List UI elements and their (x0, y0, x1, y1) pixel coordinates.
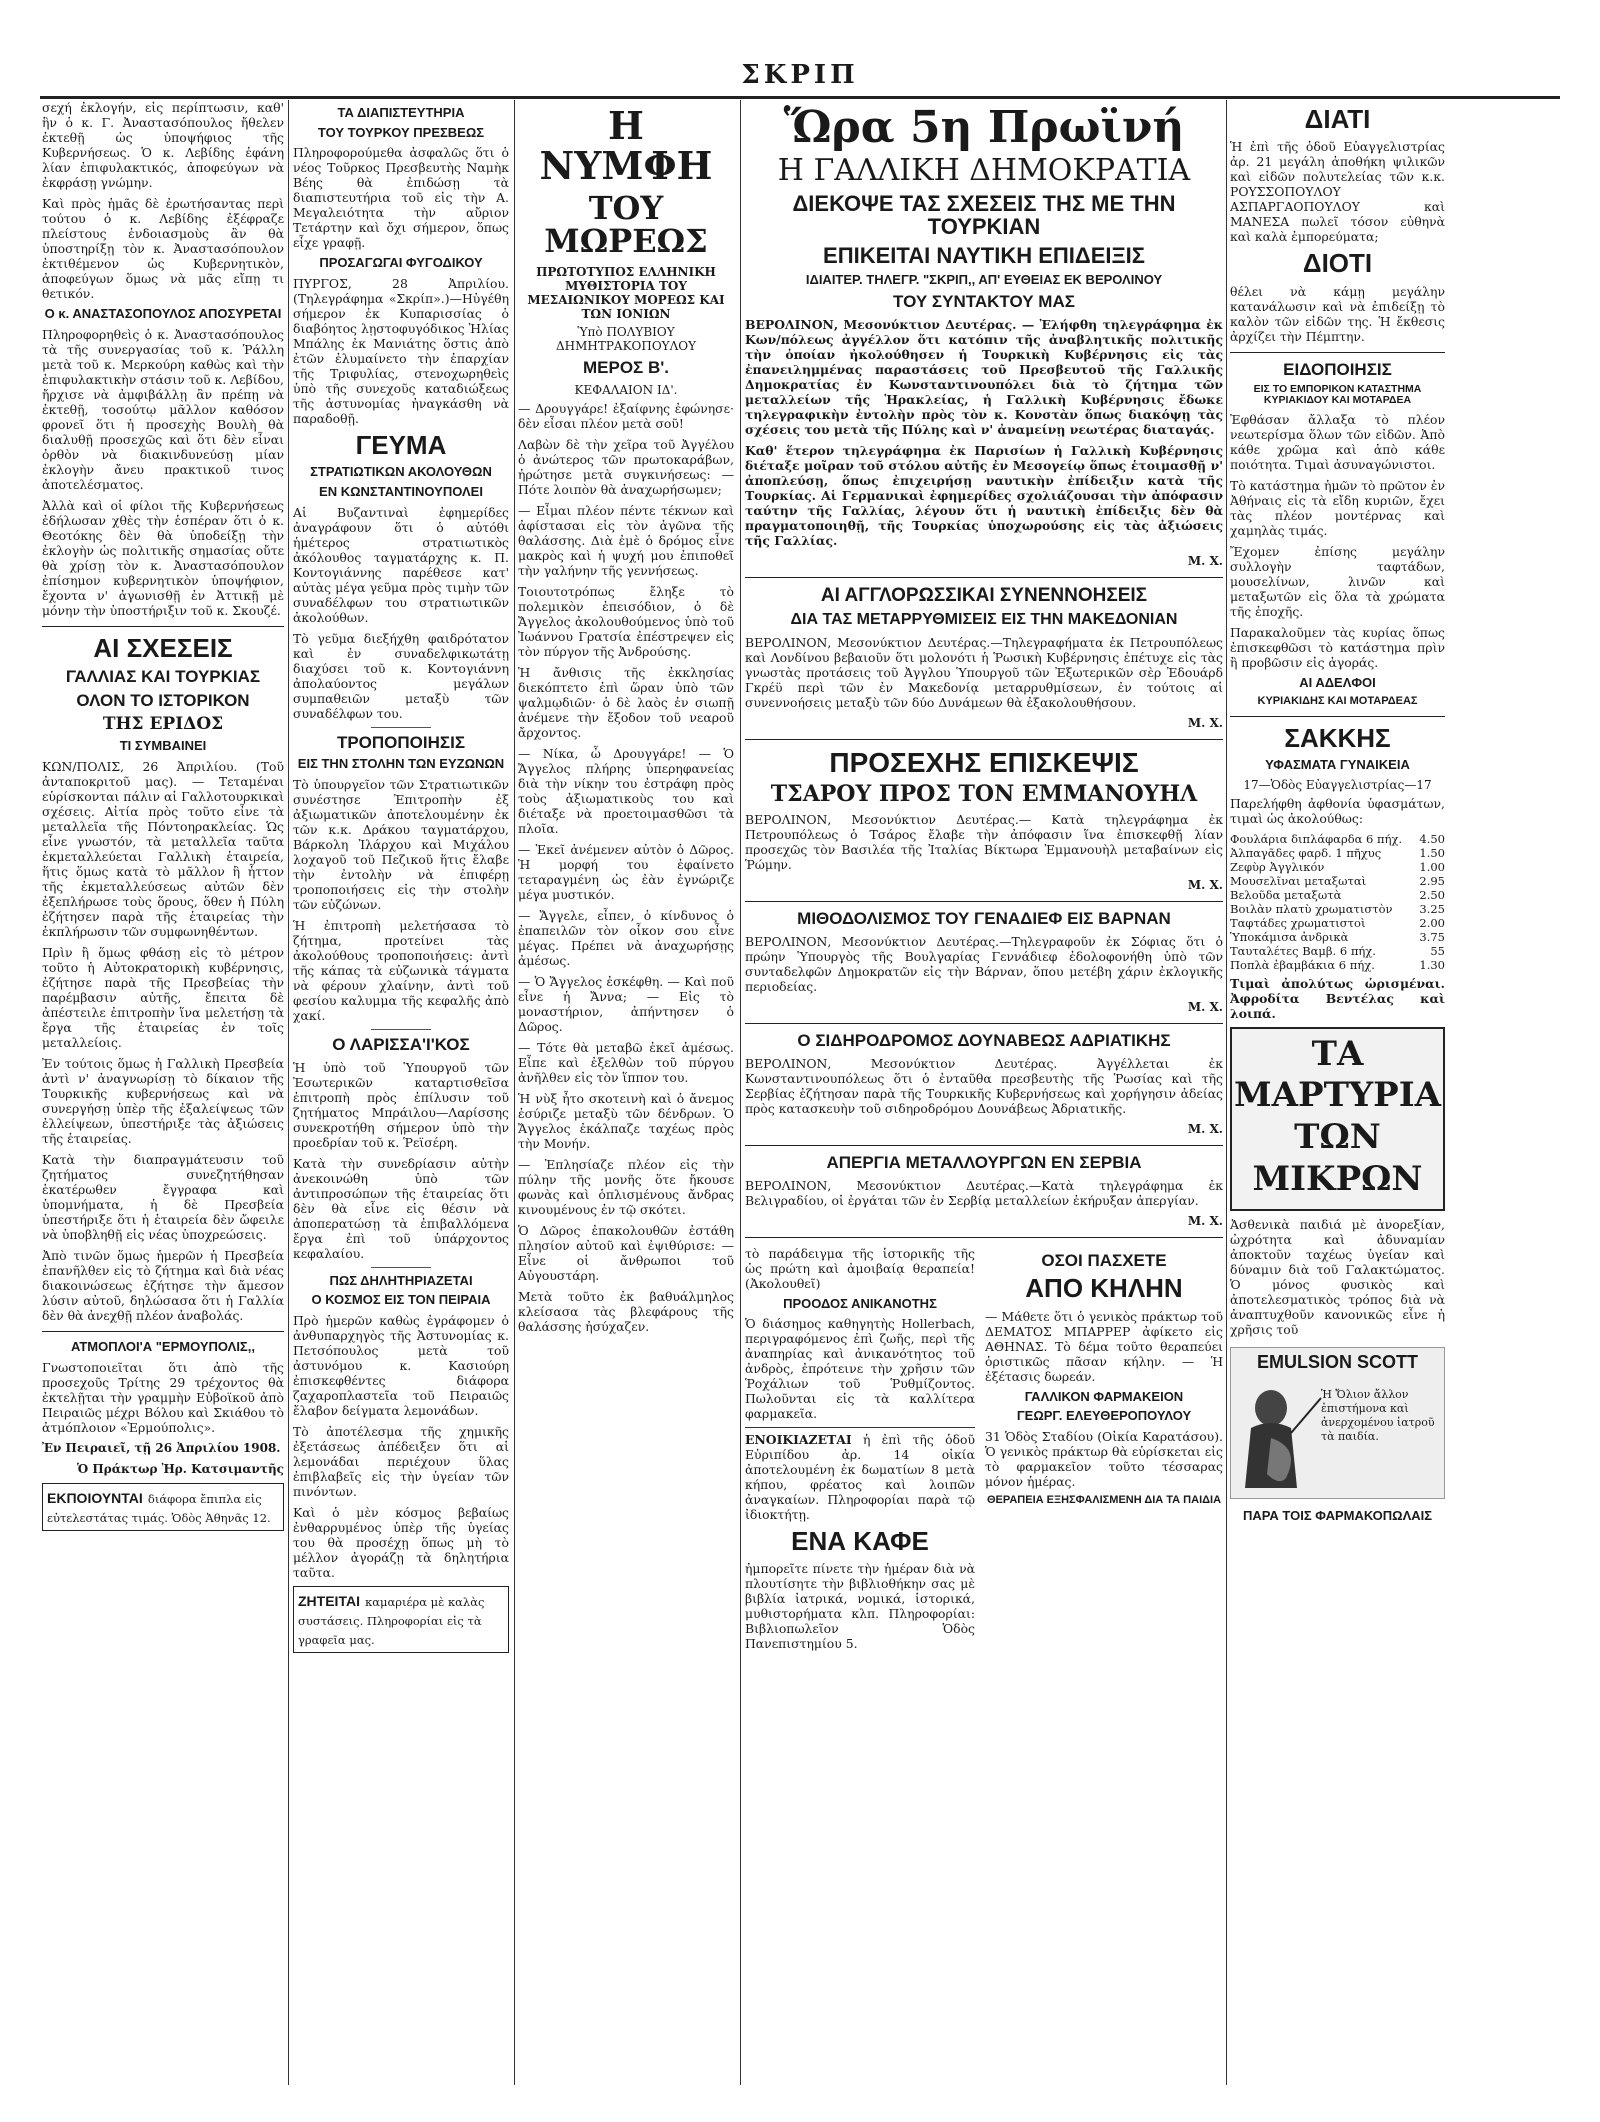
price-item: Ποπλὰ ἐβαμβάκια 6 πήχ. (1230, 957, 1375, 972)
headline-tsar-visit: ΠΡΟΣΕΧΗΣ ΕΠΙΣΚΕΨΙΣ (829, 746, 1139, 778)
price-item: Φουλάρια διπλάφαρδα 6 πήχ. (1230, 831, 1403, 846)
sakkis-headline: ΣΑΚΚΗΣ (1284, 722, 1391, 753)
article-paragraph: ΒΕΡΟΛΙΝΟΝ, Μεσονύκτιον Δευτέρας.—Κατὰ τηλεγράφημα ἐκ Βελιγραδίου, οἱ ἐργάται τῶν ἐν Σερβίᾳ μεταλλείων ἐκήρυξαν ἀπεργίαν. (745, 1177, 1223, 1208)
article-paragraph: Ἐν τούτοις ὅμως ἡ Γαλλικὴ Πρεσβεία ἀντὶ ν' ἀναγνωρίσῃ τὸ δίκαιον τῆς Τουρκικῆς κυβερνήσεως καὶ νὰ συνεργήσῃ ὑπὲρ τῆς ἐξαλείψεως τῶν ἐλλείψεων, ὑπεστήριξε τὰς ἀξιώσεις τῆς ἑταιρείας. (42, 1056, 284, 1147)
separator (371, 1267, 431, 1268)
signature: Μ. Χ. (1187, 1213, 1223, 1228)
section-rule (42, 1331, 284, 1332)
headline-anastasopoulos: Ο κ. ΑΝΑΣΤΑΣΟΠΟΥΛΟΣ ΑΠΟΣΥΡΕΤΑΙ (44, 306, 282, 321)
column-divider (740, 100, 741, 2085)
price-row (1230, 874, 1445, 888)
article-paragraph: σεχή ἐκλογήν, εἰς περίπτωσιν, καθ' ἣν ὁ κ. Γ. Ἀναστασόπουλος ἤθελεν ἐκτεθῇ ὡς ὑποψήφιος τῆς Κυβερνήσεως. Ὁ κ. Λεβίδης ἐφάνη λίαν ἐπιφυλακτικός, ἀποφεύγων νὰ ἐκφράσῃ γνώμην. (42, 100, 284, 190)
article-paragraph: ΒΕΡΟΛΙΝΟΝ, Μεσονύκτιον Δευτέρας. Ἀγγέλλεται ἐκ Κωνσταντινουπόλεως ὅτι ὁ ἐνταῦθα πρεσβευτὴς τῆς Ῥωσίας καὶ τῆς Σερβίας ἐζήτησαν παρὰ τῆς Τουρκικῆς Κυβερνήσεως καὶ χορήγησιν ἀδείας πρὸς κατασκευὴν τοῦ σιδηροδρόμου Δουνάβεως Ἀδριατικῆς. (745, 1055, 1223, 1116)
headline-macedonia: ΔΙΑ ΤΑΣ ΜΕΤΑΡΡΥΘΜΙΣΕΙΣ ΕΙΣ ΤΗΝ ΜΑΚΕΔΟΝΙΑΝ (790, 610, 1178, 628)
headline-credentials: ΤΑ ΔΙΑΠΙΣΤΕΥΤΗΡΙΑ (337, 105, 465, 120)
price-row (1230, 860, 1445, 874)
banner-relations: ΔΙΕΚΟΨΕ ΤΑΣ ΣΧΕΣΕΙΣ ΤΗΣ ΜΕ ΤΗΝ ΤΟΥΡΚΙΑΝ (792, 191, 1176, 240)
headline-larissa: Ο ΛΑΡΙΣΣΑ'Ι'ΚΟΣ (332, 1034, 470, 1054)
section-rule (1230, 352, 1445, 353)
notice-date: Ἐν Πειραιεῖ, τῇ 26 Ἀπριλίου 1908. (42, 1440, 281, 1455)
ad-why: ΔΙΑΤΙ (1304, 104, 1371, 134)
wanted-ad (293, 1586, 509, 1653)
price-item: Μουσελῖναι μεταξωταὶ (1230, 873, 1367, 888)
serial-paragraph: Ἡ ἄνθισις τῆς ἐκκλησίας διεκόπτετο ἐπὶ ὥραν ὑπὸ τῶν ψαλμῳδιῶν· ὁ δὲ λαὸς ἐν σιωπῇ ἀνέμενε τὴν ἔξοδον τοῦ νεαροῦ ἄρχοντος. (518, 664, 734, 740)
article-paragraph: Κατὰ τὴν συνεδρίασιν αὐτὴν ἀνεκοινώθη ὑπὸ τῶν ἀντιπροσώπων τῆς ἑταιρείας ὅτι δὲν θὰ εἶνε εἰς θέσιν νὰ ἀποπερατώσῃ τὰ ἐπιβαλλόμενα ἔργα ἐπὶ τοῦ ὑπάρχοντος κεφαλαίου. (293, 1155, 509, 1261)
notice-store: ΕΙΣ ΤΟ ΕΜΠΟΡΙΚΟΝ ΚΑΤΑΣΤΗΜΑ ΚΥΡΙΑΚΙΔΟΥ ΚΑΙ ΜΟΤΑΡΔΕΑ (1253, 383, 1422, 407)
price-value: 3.25 (1419, 901, 1445, 916)
price-value: 1.30 (1419, 957, 1445, 972)
scott-small-text: Ἡ Ὄλιον ἄλλον ἐπιστήμονα καὶ ἀνερχομένου ἰατροῦ τὰ παιδία. (1321, 1387, 1435, 1443)
article-paragraph: ΒΕΡΟΛΙΝΟΝ, Μεσονύκτιον Δευτέρας.—Τηλεγραφήματα ἐκ Πετρουπόλεως καὶ Λονδίνου βεβαιοῦν ὅτι μολονότι ἡ Ῥωσικὴ Κυβέρνησις ἐπέτυχε εἰς τὰς γνωστὰς προτάσεις τοῦ Ἀγγλου Ὑπουργοῦ τῶν Ἐξωτερικῶν σὲρ Ἐδουάρδ Γκρέϋ περὶ τῶν ἐν Μακεδονίᾳ μεταρρυθμίσεων, ἐν τούτοις αἱ συνεννοήσεις μεταξὺ τῶν δύο Δυνάμεων θὰ ἐξακολουθήσουν. (745, 634, 1223, 710)
article-paragraph: Πληροφορούμεθα ἀσφαλῶς ὅτι ὁ νέος Τοῦρκος Πρεσβευτὴς Ναμὴκ Βέης θὰ ἐπιδώσῃ τὰ διαπιστευτήρια τοῦ εἰς τὴν Α. Μεγαλειότητα τὴν αὔριον Τετάρτην καὶ ὄχι σήμερον, ὅπως εἶχε γραφῇ. (293, 145, 509, 251)
article-paragraph: Αἱ Βυζαντιναὶ ἐφημερίδες ἀναγράφουν ὅτι ὁ αὐτόθι ἡμέτερος στρατιωτικὸς ἀκόλουθος ταγματάρχης κ. Π. Κοντογιάννης παρέθεσε κατ' αὐτὰς μέγα γεῦμα πρὸς τιμὴν τῶν συναδέλφων του στρατιωτικῶν ἀκολούθων. (293, 504, 509, 625)
ads-left (745, 1246, 975, 1658)
pharmacy-headline: ΓΑΛΛΙΚΟΝ ΦΑΡΜΑΚΕΙΟΝ (1024, 1388, 1184, 1404)
classified-text: διάφορα ἔπιπλα εἰς εὐτελεστάτας τιμάς. Ὁδὸς Ἀθηνᾶς 12. (47, 1491, 271, 1525)
scott-paragraph: Ἀσθενικὰ παιδιά μὲ ἀνορεξίαν, ὠχρότητα καὶ ἀδυναμίαν ἀποκτοῦν ταχέως ὑγείαν καὶ δύναμιν διὰ τοῦ Γαλακτώματος. Ὁ μόνος φυσικὸς καὶ ἀποτελεσματικὸς τρόπος διὰ νὰ ἀναπτυχθοῦν κανονικῶς εἶνε ἡ χρῆσις τοῦ (1230, 1216, 1445, 1337)
price-value: 2.00 (1419, 915, 1445, 930)
serial-paragraph: Ὁ Δῶρος ἐπακολουθῶν ἐστάθη πλησίον αὐτοῦ καὶ ἐψιθύρισε: — Εἶνε οἱ ἄνθρωποι τοῦ Αὐγουστάρη. (518, 1222, 734, 1283)
lead-paragraph: Καθ' ἕτερον τηλεγράφημα ἐκ Παρισίων ἡ Γαλλικὴ Κυβέρνησις διέταξε μοῖραν τοῦ στόλου αὐτῆς ἐν Μεσογείῳ ὅπως ἑτοιμασθῇ ν' ἀποπλεύσῃ, ὅπως ἐπιχειρήσῃ ναυτικὴν ἐπίδειξιν κατὰ τῆς Τουρκίας. Αἱ Γερμανικαὶ ἐφημερίδες σχολιάζουσαι τὴν ἀπόφασιν ταύτην τῆς Γαλλίας, λέγουν ὅτι ἡ ναυτικὴ ἐπίδειξις δὲν θὰ πραγματοποιηθῇ, τῆς Τουρκίας ὑποχωρούσης εἰς τὰς ἀξιώσεις τῆς Γαλλίας. (745, 442, 1223, 548)
serial-paragraph: Ἡ νὺξ ἦτο σκοτεινὴ καὶ ὁ ἄνεμος ἐσύριζε μεταξὺ τῶν δένδρων. Ὁ Ἄγγελος ἐκάλπαζε ταχέως πρὸς τὴν Μονήν. (518, 1090, 734, 1151)
signature: Μ. Χ. (1187, 1121, 1223, 1136)
serial-author: Ὑπὸ ΠΟΛΥΒΙΟΥ ΔΗΜΗΤΡΑΚΟΠΟΥΛΟΥ (555, 324, 697, 353)
headline-strike: ΑΠΕΡΓΙΑ ΜΕΤΑΛΛΟΥΡΓΩΝ ΕΝ ΣΕΡΒΙΑ (826, 1152, 1142, 1172)
column-divider (514, 100, 515, 2085)
price-item: Ἀλπαγᾶδες φαρδ. 1 πῆχυς (1230, 845, 1382, 860)
serial-paragraph: — Ἐκεῖ ἀνέμενεν αὐτὸν ὁ Δῶρος. Ἡ μορφή του ἐφαίνετο τεταραγμένη ὡς ἐὰν ἐγνώριζε μέγα μυστικόν. (518, 841, 734, 902)
headline-amendment: ΤΡΟΠΟΠΟΙΗΣΙΣ (336, 732, 466, 752)
section-rule (745, 577, 1223, 578)
classified-ad (42, 1483, 284, 1531)
serial-title-sub: ΤΟΥ ΜΩΡΕΩΣ (544, 188, 708, 261)
section-rule (745, 901, 1223, 902)
scott-brand: EMULSION SCOTT (1257, 1351, 1418, 1372)
ad-text: Ὁ διάσημος καθηγητὴς Hollerbach, περιγραφόμενος ἐπὶ ζωῆς, περὶ τῆς ἀναπηρίας καὶ ἀνικανότητος τοῦ ἀνδρὸς, ἐπρότεινε τὴν χρῆσιν τῶν Ῥοχάλιων τοῦ Ῥυθμίζοντος. Πωλοῦνται εἰς τὰ καλλίτερα φαρμακεῖα. (745, 1316, 975, 1422)
serial-paragraph: — Ὁ Ἄγγελος ἐσκέφθη. — Καὶ ποῦ εἶνε ἡ Ἄννα; — Εἰς τὸ μοναστήριον, ἀπήντησεν ὁ Δῶρος. (518, 973, 734, 1034)
notice-paragraph: Τὸ κατάστημα ἡμῶν τὸ πρῶτον ἐν Ἀθήναις εἰς τὰ εἴδη κυριῶν, ἔχει τὰς πλέον μοντέρνας καὶ χαμηλὰς τιμάς. (1230, 478, 1445, 539)
price-row (1230, 846, 1445, 860)
banner-correspondent: ΤΟΥ ΣΥΝΤΑΚΤΟΥ ΜΑΣ (893, 291, 1075, 311)
section-rule (1230, 716, 1445, 717)
serial-part: ΜΕΡΟΣ Β'. (582, 357, 670, 377)
section-rule (745, 1023, 1223, 1024)
headline-what-happens: ΤΙ ΣΥΜΒΑΙΝΕΙ (119, 738, 207, 754)
banner-telegraph: ΙΔΙΑΙΤΕΡ. ΤΗΛΕΓΡ. "ΣΚΡΙΠ,, ΑΠ' ΕΥΘΕΙΑΣ ΕΚ ΒΕΡΟΛΙΝΟΥ (805, 272, 1163, 288)
headline-relations-sub: ΓΑΛΛΙΑΣ ΚΑΙ ΤΟΥΡΚΙΑΣ (65, 666, 261, 686)
serial-subtitle: ΠΡΩΤΟΤΥΠΟΣ ΕΛΛΗΝΙΚΗ ΜΥΘΙΣΤΟΡΙΑ ΤΟΥ ΜΕΣΑΙΩΝΙΚΟΥ ΜΟΡΕΩΣ ΚΑΙ ΤΩΝ ΙΟΝΙΩΝ (527, 264, 725, 321)
headline-railway: Ο ΣΙΔΗΡΟΔΡΟΜΟΣ ΔΟΥΝΑΒΕΩΣ ΑΔΡΙΑΤΙΚΗΣ (797, 1030, 1171, 1050)
price-value: 1.00 (1419, 859, 1445, 874)
ads-area (745, 1246, 1223, 1658)
price-row (1230, 888, 1445, 902)
column-3 (518, 100, 734, 2085)
poster-line: ΤΩΝ (1294, 1116, 1381, 1157)
banner-time: Ὥρα 5η Πρωϊνή (783, 102, 1185, 153)
rent-ad (745, 1432, 975, 1522)
price-value: 2.95 (1419, 873, 1445, 888)
headline-gennadiev: ΜΙΘΟΔΟΛΙΣΜΟΣ ΤΟΥ ΓΕΝΑΔΙΕΦ ΕΙΣ ΒΑΡΝΑΝ (797, 908, 1171, 928)
hernia-headline-sub: ΑΠΟ ΚΗΛΗΝ (1025, 1273, 1183, 1304)
headline-anglo-russian: ΑΙ ΑΓΓΛΟΡΩΣΣΙΚΑΙ ΣΥΝΕΝΝΟΗΣΕΙΣ (820, 584, 1148, 606)
price-row (1230, 916, 1445, 930)
serial-paragraph: — Εἶμαι πλέον πέντε τέκνων καὶ ἀφίστασαι εἰς τὸν ἀγῶνα τῆς θαλάσσης. Διὰ ἐμὲ ὁ δρόμος εἶνε μακρὸς καὶ ἡ ψυχή μου ἐπιποθεῖ τὴν γαλήνην τῆς γεννήσεως. (518, 502, 734, 578)
headline-dispute: ΤΗΣ ΕΡΙΔΟΣ (102, 713, 224, 734)
article-paragraph: ΠΥΡΓΟΣ, 28 Ἀπριλίου. (Τηλεγράφημα «Σκρίπ».)—Ηὑγέθη σήμερον ἐκ Κυπαρισσίας ὁ διαβόητος λῃστοφυγόδικος Ἠλίας Μπάλης ἐκ Μανιάτης ὅστις ἀπὸ ἐτῶν ἐλυμαίνετο τὴν ἐπαρχίαν τῆς Τριφυλίας, στενοχωρηθεὶς ὑπὸ τῆς συνεχοῦς καταδιώξεως τῆς ἀστυνομίας ἠναγκάσθη νὰ παραδοθῇ. (293, 275, 509, 426)
serial-paragraph: Τοιουτοτρόπως ἔληξε τὸ πολεμικὸν ἐπεισόδιον, ὁ δὲ Ἄγγελος ἀκολουθούμενος ὑπὸ τοῦ Ἰωάννου Γρατσία ἐπέστρεψεν εἰς τὸν πύργον τῆς Ἀνδρούσης. (518, 583, 734, 659)
headline-history: ΟΛΟΝ ΤΟ ΙΣΤΟΡΙΚΟΝ (76, 690, 250, 710)
article-paragraph: Κατὰ τὴν διαπραγμάτευσιν τοῦ ζητήματος συνεζητήθησαν ἑκατέρωθεν ἔγγραφα καὶ ὑπομνήματα, ἡ δὲ Πρεσβεία ὑπεστήριξε ὅτι ἡ ἑταιρεία δὲν ὤφειλε νὰ ὑποβληθῇ εἰς νέας ὑποχρεώσεις. (42, 1152, 284, 1243)
article-paragraph: Τὸ ὑπουργεῖον τῶν Στρατιωτικῶν συνέστησε Ἐπιτροπὴν ἐξ ἀξιωματικῶν ἀποτελουμένην ἐκ τῶν κ.κ. Δράκου ταγματάρχου, Βάρκολη Ἰλάρχου καὶ Μιχάλου λοχαγοῦ τοῦ Πεζικοῦ ἥτις ἔλαβε τὴν ἐντολὴν νὰ ἐπιφέρῃ τροποποιήσεις εἰς τὴν στολὴν τῶν εὐζώνων. (293, 776, 509, 912)
price-row (1230, 902, 1445, 916)
serial-paragraph: — Δρουγγάρε! ἐξαίφνης ἐφώνησε· δὲν εἶσαι πλέον μετὰ σοῦ! (518, 400, 734, 431)
poster-title: ΜΑΡΤΥΡΙΑ (1233, 1075, 1441, 1116)
serial-title: Η ΝΥΜΦΗ (539, 103, 713, 188)
article-paragraph: Ἀλλὰ καὶ οἱ φίλοι τῆς Κυβερνήσεως ἐδήλωσαν χθὲς τὴν ἑσπέραν ὅτι ὁ κ. Θεοτόκης δὲν θὰ ὑποδείξῃ τὴν ἐκλογὴν ὡς πολιτικῆς σημασίας οὔτε θὰ χρίσῃ τὸν κ. Ἀναστασόπουλον ἐπίσημον κυβερνητικὸν ὑποψήφιον, ἔχοντα ν' ἀγωνισθῇ ἐν Ἀττικῇ μὲ μόνην τὴν ὑποστήριξιν τοῦ κ. Σκουζέ. (42, 497, 284, 618)
column-2 (293, 100, 509, 2085)
notice-paragraph: Ἐφθάσαν ἄλλαξα τὸ πλέον νεωτερίσμα ὅλων τῶν εἰδῶν. Ἀπὸ κάθε χρῶμα καὶ ἀπὸ κάθε ποιότητα. Τιμαὶ ἀσυναγώνιστοι. (1230, 412, 1445, 473)
section-rule (745, 1237, 1223, 1238)
notice-signature: ΑΙ ΑΔΕΛΦΟΙ (1299, 675, 1376, 691)
article-paragraph: Τὸ γεῦμα διεξήχθη φαιδρότατον καὶ ἐν συναδελφικωτάτῃ διαχύσει τοῦ κ. Κοντογιάννη ἀπολαύοντος μεγάλων συμπαθειῶν μεταξὺ τῶν συναδέλφων του. (293, 630, 509, 721)
serial-paragraph: — Νίκα, ὦ Δρουγγάρε! — Ὁ Ἄγγελος πλήρης ὑπερηφανείας διὰ τὴν νίκην του ἐστράφη πρὸς τοὺς ἀξιωματικοὺς του καὶ διέταξε νὰ προετοιμασθῶσι τὰ πλοῖα. (518, 745, 734, 836)
signature: Μ. Χ. (1187, 553, 1223, 568)
article-paragraph: Πληροφορηθεὶς ὁ κ. Ἀναστασόπουλος τὰ τῆς συνεργασίας τοῦ κ. Ῥάλλη μετὰ τοῦ κ. Μερκούρη καθὼς καὶ τὴν ἐπιφυλακτικὴν στάσιν τοῦ κ. Λεβίδου, ἤρχισε νὰ ἀμφιβάλλῃ ἂν πρέπῃ νὰ ἐκτεθῇ, τοσούτῳ μᾶλλον καθόσον φρονεῖ ὅτι ἡ προσεχὴς Βουλὴ θὰ διαλυθῇ προσεχῶς καὶ ὅτι δὲν εἶναι ὀρθὸν νὰ διακινδυνεύσῃ μίαν ἐκλογὴν ἄνευ πρακτικοῦ τινος ἀποτελέσματος. (42, 326, 284, 492)
scott-emulsion-ad (1230, 1347, 1445, 1499)
price-value: 2.50 (1419, 887, 1445, 902)
notice-paragraph: Ἔχομεν ἐπίσης μεγάλην συλλογὴν ταφτάδων, μουσελίνων, λινῶν καὶ μεταξωτῶν εἰς ὅλα τὰ χρώματα τῆς ἐποχῆς. (1230, 544, 1445, 620)
ad-headline: ΠΡΟΟΔΟΣ ΑΝΙΚΑΝΟΤΗΣ (783, 1295, 937, 1311)
hernia-text: — Μάθετε ὅτι ὁ γενικὸς πράκτωρ τοῦ ΔΕΜΑΤΟΣ ΜΠΑΡΡΕΡ ἀφίκετο εἰς ΑΘΗΝΑΣ. Τὸ δέμα τοῦτο θεραπεύει ὁριστικῶς πᾶσαν κήλην. — Ἡ ἐξέτασις δωρεάν. (985, 1308, 1223, 1384)
poster-line: ΜΙΚΡΩΝ (1252, 1158, 1423, 1199)
price-row (1230, 944, 1445, 958)
price-value: 3.75 (1419, 929, 1445, 944)
pharmacy-text: 31 Ὁδὸς Σταδίου (Οἰκία Καρατάσου). Ὁ γενικὸς πράκτωρ θὰ εὑρίσκεται εἰς τὸ φαρμακεῖον τοῦτο τέσσαρας μόνον ἡμέρας. (985, 1428, 1223, 1489)
serial-paragraph: Μετὰ τοῦτο ἐκ βαθυάλμηλος κλείσασα τὰς βλεφάρους τῆς θαλάσσης ἠσύχαζεν. (518, 1288, 734, 1334)
ad-text: θέλει νὰ κάμῃ μεγάλην κατανάλωσιν καὶ νὰ ἐπιδείξῃ τὸ καλὸν τῶν εἰδῶν της. Ἡ ἔκθεσις ἀρχίζει τὴν Πέμπτην. (1230, 283, 1445, 344)
price-item: Ὑποκάμισα ἀνδρικὰ (1230, 929, 1349, 944)
headline-dinner-place: ΕΝ ΚΩΝΣΤΑΝΤΙΝΟΥΠΟΛΕΙ (319, 483, 483, 499)
section-rule (42, 626, 284, 627)
pharmacy-owner: ΓΕΩΡΓ. ΕΛΕΥΘΕΡΟΠΟΥΛΟΥ (1016, 1408, 1192, 1424)
sakkis-address: 17—Ὁδὸς Εὐαγγελιστρίας—17 (1243, 777, 1432, 792)
section-rule (745, 1145, 1223, 1146)
serial-continuation: τὸ παράδειγμα τῆς ἱστορικῆς τῆς ὡς πρώτη καὶ ἀμοιβαίᾳ θεραπεία! (Ἀκολουθεῖ) (745, 1245, 975, 1291)
rent-ad-text: ἡ ἐπὶ τῆς ὁδοῦ Εὐριπίδου ἀρ. 14 οἰκία ἀποτελουμένη ἐκ δωματίων 8 μετὰ κήπου, φρέατος καὶ λοιπῶν ἀναγκαίων. Πληροφορίαι παρὰ τῷ ἰδιοκτήτῃ. (745, 1432, 975, 1523)
headline-tsar-visit-sub: ΤΣΑΡΟΥ ΠΡΟΣ ΤΟΝ ΕΜΜΑΝΟΥΗΛ (770, 780, 1198, 807)
scott-footer: ΠΑΡΑ ΤΟΙΣ ΦΑΡΜΑΚΟΠΩΛΑΙΣ (1242, 1507, 1433, 1523)
signature: Μ. Χ. (1187, 877, 1223, 892)
masthead-rule (40, 96, 1560, 99)
sakkis-subheadline: ΥΦΑΣΜΑΤΑ ΓΥΝΑΙΚΕΙΑ (1265, 756, 1410, 772)
ad-because: ΔΙΟΤΙ (1302, 248, 1373, 279)
pharmacy-footer: ΘΕΡΑΠΕΙΑ ΕΞΗΣΦΑΛΙΣΜΕΝΗ ΔΙΑ ΤΑ ΠΑΙΔΙΑ (986, 1493, 1222, 1506)
price-value: 55 (1430, 943, 1445, 958)
ad-text: Ἡ ἐπὶ τῆς ὁδοῦ Εὐαγγελιστρίας ἀρ. 21 μεγάλη ἀποθήκη ψιλικῶν καὶ εἰδῶν πολυτελείας τῶν κ.κ. ΡΟΥΣΣΟΠΟΥΛΟΥ ΑΣΠΑΡΓΑΟΠΟΥΛΟΥ καὶ ΜΑΝΕΣΑ πωλεῖ τόσον εὐθηνὰ καὶ καλὰ ἐμπορεύματα; (1230, 139, 1445, 245)
sakkis-intro: Παρελήφθη ἀφθονία ὑφασμάτων, τιμαὶ ὡς ἀκολούθως: (1230, 795, 1445, 826)
serial-paragraph: — Τότε θὰ μεταβῶ ἐκεῖ ἀμέσως. Εἶπε καὶ ἐξελθὼν τοῦ πύργου ἀνῆλθεν εἰς τὸν ἵππον του. (518, 1039, 734, 1085)
article-paragraph: ΒΕΡΟΛΙΝΟΝ, Μεσονύκτιον Δευτέρας.—Τηλεγραφοῦν ἐκ Σόφιας ὅτι ὁ πρώην Ὑπουργὸς τῆς Βουλγαρίας Γεννάδιεφ ἐδολοφονήθη ὑπὸ τῶν συνταδελφῶν Δημοκρατῶν εἰς τὴν Βάρναν, ὅπου μετέβη χάριν ἐκλογικῆς περιοδείας. (745, 933, 1223, 994)
serial-chapter: ΚΕΦΑΛΑΙΟΝ ΙΔ'. (574, 382, 678, 397)
martyria-poster (1230, 1027, 1445, 1211)
price-item: Βελοῦδα μεταξωτὰ (1230, 887, 1342, 902)
section-rule (745, 739, 1223, 740)
price-item: Ταυταλέτες Βαμβ. 6 πήχ. (1230, 943, 1376, 958)
signature: Μ. Χ. (1187, 999, 1223, 1014)
signature: Μ. Χ. (1187, 715, 1223, 730)
article-paragraph: ΚΩΝ/ΠΟΛΙΣ, 26 Ἀπριλίου. (Τοῦ ἀνταποκριτοῦ μας). — Τεταμέναι εὑρίσκονται πάλιν αἱ Γαλλοτουρκικαὶ σχέσεις. Αἰτία πρὸς τοῦτο εἶνε τὰ μεταλλεῖα τῆς Πόντοηρακλείας. Ὡς εἶνε γνωστόν, τὰ μεταλλεῖα ταῦτα ἐκμεταλλεύεται Γαλλικὴ ἑταιρεία, ἥτις ὅμως κατὰ τὸ μᾶλλον ἢ ἧττον τῆς ἐκμεταλλεύσεως αὐτῶν δὲν ἐξεπλήρωσε τοὺς ὅρους, ὅθεν ἡ Πύλη ἐζήτησεν παρὰ τῆς ἑταιρείας τὴν ἐκπλήρωσιν τῶν συμφωνηθέντων. (42, 759, 284, 940)
price-row (1230, 832, 1445, 846)
headline-dinner: ΓΕΥΜΑ (355, 429, 447, 460)
article-paragraph: Πρὶν ἢ ὅμως φθάσῃ εἰς τὸ μέτρον τοῦτο ἡ Αὐτοκρατορικὴ κυβέρνησις, ἐζήτησε παρὰ τῆς Πρεσβείας τὴν παρέμβασιν αὐτῆς, ἔπειτα δὲ ἀπέστειλε ἐπιτροπὴν ἵνα μελετήσῃ τὰ ἔργα τῆς ἑταιρείας ἐν τοῖς μεταλλείοις. (42, 945, 284, 1051)
notice-headline: ΑΤΜΟΠΛΟΙ'Α "ΕΡΜΟΥΠΟΛΙΣ,, (71, 1339, 255, 1355)
price-value: 4.50 (1419, 831, 1445, 846)
column-4 (745, 100, 1223, 2085)
article-paragraph: Καὶ ὁ μὲν κόσμος βεβαίως ἐνθαρρυμένος ὑπὲρ τῆς ὑγείας του θὰ προσέχῃ ὅπως μὴ τὸ μέλλον ἀγοράζῃ τὰ δηλητήρια ταῦτα. (293, 1505, 509, 1581)
banner-naval: ΕΠΙΚΕΙΤΑΙ ΝΑΥΤΙΚΗ ΕΠΙΔΕΙΞΙΣ (823, 243, 1145, 269)
headline-poisoning: ΠΩΣ ΔΗΛΗΤΗΡΙΑΖΕΤΑΙ (329, 1272, 473, 1288)
article-paragraph: Πρὸ ἡμερῶν καθὼς ἐγράφομεν ὁ ἀνθυπαρχηγὸς τῆς Ἀστυνομίας κ. Πετσόπουλος μετὰ τοῦ ἀστυνόμου κ. Κασιούρη ἐπισκεφθέντες διάφορα ζαχαροπλαστεῖα τοῦ Πειραιῶς ἔλαβον δείγματα λεμονάδων. (293, 1313, 509, 1419)
separator (371, 727, 431, 728)
headline-poisoning-sub: Ο ΚΟΣΜΟΣ ΕΙΣ ΤΟΝ ΠΕΙΡΑΙΑ (311, 1292, 491, 1308)
poster-article: ΤΑ (1311, 1033, 1364, 1074)
serial-paragraph: Λαβὼν δὲ τὴν χεῖρα τοῦ Ἀγγέλου ὁ ἀνώτερος τῶν πρωτοκαράβων, ἠρώτησε μετὰ συγκινήσεως: — Πότε λοιπὸν θὰ ἀναχωρήσωμεν; (518, 436, 734, 497)
article-paragraph: Τὸ ἀποτέλεσμα τῆς χημικῆς ἐξετάσεως ἀπέδειξεν ὅτι αἱ λεμονάδαι περιέχουν ὕλας ἐπιβλαβεῖς εἰς τὴν ὑγείαν τῶν πινόντων. (293, 1424, 509, 1500)
cafe-headline: ΕΝΑ ΚΑΦΕ (791, 1526, 929, 1557)
column-5 (1230, 100, 1445, 2085)
article-paragraph: Ἡ ὑπὸ τοῦ Ὑπουργοῦ τῶν Ἐσωτερικῶν καταρτισθεῖσα ἐπιτροπὴ πρὸς ἐπίλυσιν τοῦ ζητήματος Μπράιλου—Λαρίσσης συνεκροτήθη σήμερον ὑπὸ τὴν προεδρίαν τοῦ κ. Ῥεϊσέρη. (293, 1059, 509, 1150)
column-1 (42, 100, 284, 2085)
hernia-headline: ΟΣΟΙ ΠΑΣΧΕΤΕ (1041, 1250, 1167, 1270)
headline-credentials-sub: ΤΟΥ ΤΟΥΡΚΟΥ ΠΡΕΣΒΕΩΣ (317, 124, 485, 140)
price-row (1230, 930, 1445, 944)
notice-headline: ΕΙΔΟΠΟΙΗΣΙΣ (1283, 359, 1392, 379)
price-item: Βοιλὰν πλατὺ χρωματιστὸν (1230, 901, 1393, 916)
headline-dinner-sub: ΣΤΡΑΤΙΩΤΙΚΩΝ ΑΚΟΛΟΥΘΩΝ (310, 464, 492, 480)
column-divider (1226, 100, 1227, 2085)
price-value: 1.50 (1419, 845, 1445, 860)
wanted-label: ΖΗΤΕΙΤΑΙ (298, 1593, 360, 1610)
headline-fugitive: ΠΡΟΣΑΓΩΓΑΙ ΦΥΓΟΔΙΚΟΥ (319, 255, 483, 271)
notice-paragraph: Παρακαλοῦμεν τὰς κυρίας ὅπως ἐπισκεφθῶσι τὸ κατάστημα πρὶν ἢ προβῶσιν εἰς ἀγοράς. (1230, 625, 1445, 671)
cafe-text: ἠμπορεῖτε πίνετε τὴν ἡμέραν διὰ νὰ πλουτίσητε τὴν βιβλιοθήκην σας μὲ βιβλία ἰατρικά, νομικά, ἱστορικά, μυθιστορήματα κλπ. Πληροφορίαι: Βιβλιοπωλεῖον Ὁδὸς Πανεπιστημίου 5. (745, 1561, 975, 1652)
article-paragraph: Ἀπὸ τινῶν ὅμως ἡμερῶν ἡ Πρεσβεία ἐπανῆλθεν εἰς τὸ ζήτημα καὶ διὰ νέας διακοινώσεως ἐζήτησε τὴν ἄμεσον λύσιν αὐτοῦ, δηλώσασα ὅτι ἡ Γαλλία δὲν θὰ ἀνεχθῇ πλέον ἀναβολάς. (42, 1248, 284, 1324)
lead-paragraph: ΒΕΡΟΛΙΝΟΝ, Μεσονύκτιον Δευτέρας. — Ἐλήφθη τηλεγράφημα ἐκ Κων/πόλεως ἀγγέλλον ὅτι κατόπιν τῆς ἀναβλητικῆς πολιτικῆς τὴν ὁποίαν ἠκολούθησεν ἡ Τουρκικὴ Κυβέρνησις εἰς τὰς ἐπανειλημμένας παραστάσεις τοῦ Πρεσβευτοῦ τῆς Γαλλικῆς Δημοκρατίας ἐν Κωνσταντινουπόλει διὰ τὸ ζήτημα τῶν μεταλλείων τῆς Ἡρακλείας, ἡ Γαλλικὴ Κυβέρνησις ἔδωκε τηλεγραφικὴν ἐντολὴν πρὸς τὸν κ. Κονστὰν ὅπως διακόψῃ τὰς σχέσεις του μετὰ τῆς Πύλης καὶ ν' ἀναμείνῃ νεωτέρας διαταγάς. (745, 316, 1223, 437)
article-paragraph: Καὶ πρὸς ἡμᾶς δὲ ἐρωτήσαντας περὶ τούτου ὁ κ. Λεβίδης ἐξέφραζε πλείστους ἐνδοιασμοὺς ἂν θὰ ὑποστηρίξῃ τὸν κ. Ἀναστασόπουλον ἐκτιθέμενον ὡς Κυβερνητικὸν, ἀποφεύγων ὅμως νὰ μᾶς εἴπῃ τι θετικόν. (42, 196, 284, 301)
wanted-text: καμαριέρα μὲ καλὰς συστάσεις. Πληροφορίαι εἰς τὰ γραφεῖα μας. (298, 1595, 485, 1648)
ads-right (985, 1246, 1223, 1658)
notice-signature-names: ΚΥΡΙΑΚΙΔΗΣ ΚΑΙ ΜΟΤΑΡΔΕΑΣ (1257, 695, 1418, 708)
article-paragraph: ΒΕΡΟΛΙΝΟΝ, Μεσονύκτιον Δευτέρας.— Κατὰ τηλεγράφημα ἐκ Πετρουπόλεως ὁ Τσάρος ἔλαβε τὴν ἀπόφασιν ἵνα ἐπισκεφθῇ λίαν προσεχῶς τὸν Βασιλέα τῆς Ἰταλίας Βίκτωρα Ἐμμανουὴλ μεταβαίνων εἰς Ῥώμην. (745, 811, 1223, 872)
banner-republic: Η ΓΑΛΛΙΚΗ ΔΗΜΟΚΡΑΤΙΑ (777, 153, 1191, 188)
notice-signature: Ὁ Πράκτωρ Ἠρ. Κατσιμαντῆς (77, 1461, 284, 1476)
article-paragraph: Ἡ ἐπιτροπὴ μελετήσασα τὸ ζήτημα, προτείνει τὰς ἀκολούθους τροποποιήσεις: ἀντὶ τῆς κάπας τὰ εὐζωνικὰ τάγματα νὰ φέρουν χλαίνην, ἀντὶ τοῦ φεσίου καλυμμα τῆς κεφαλῆς ἀπὸ χακί. (293, 917, 509, 1023)
price-item: Ζεφὺρ Ἀγγλικόν (1230, 859, 1325, 874)
rent-ad-label: ΕΝΟΙΚΙΑΖΕΤΑΙ (745, 1432, 852, 1448)
price-row (1230, 958, 1445, 972)
notice-text: Γνωστοποιεῖται ὅτι ἀπὸ τῆς προσεχοῦς Τρίτης 29 τρέχοντος θὰ ἐκτελῇται τὴν γραμμὴν Εὐβοϊκοῦ ἀπὸ Πειραιῶς μέχρι Βόλου καὶ Σκιάθου τὸ ἀτμόπλοιον «Ἑρμούπολις». (42, 1359, 284, 1435)
masthead: ΣΚΡΙΠ (741, 60, 859, 90)
headline-relations: ΑΙ ΣΧΕΣΕΙΣ (93, 632, 233, 663)
serial-paragraph: — Ἄγγελε, εἶπεν, ὁ κίνδυνος ὁ ἐπαπειλῶν τὸν οἶκον σου εἶνε μέγας. Πρέπει νὰ ἀναχωρήσῃς ἀμέσως. (518, 907, 734, 968)
classified-label: ΕΚΠΟΙΟΥΝΤΑΙ (47, 1489, 143, 1506)
separator (371, 1029, 431, 1030)
headline-amendment-sub: ΕΙΣ ΤΗΝ ΣΤΟΛΗΝ ΤΩΝ ΕΥΖΩΝΩΝ (297, 756, 505, 772)
price-note: Τιμαὶ ἀπολύτως ὡρισμέναι. Ἀφροδίτα Βεντέλας καὶ λοιπά. (1230, 975, 1445, 1021)
column-divider (288, 100, 289, 2085)
separator (745, 1427, 975, 1428)
price-item: Ταφτάδες χρωματιστοὶ (1230, 915, 1366, 930)
price-list (1230, 832, 1445, 972)
serial-paragraph: — Ἐπλησίαζε πλέον εἰς τὴν πύλην τῆς μονῆς ὅτε ἤκουσε φωνὰς καὶ ὁπλισμένους ἄνδρας κινουμένους ἐν τῷ σκότει. (518, 1156, 734, 1217)
